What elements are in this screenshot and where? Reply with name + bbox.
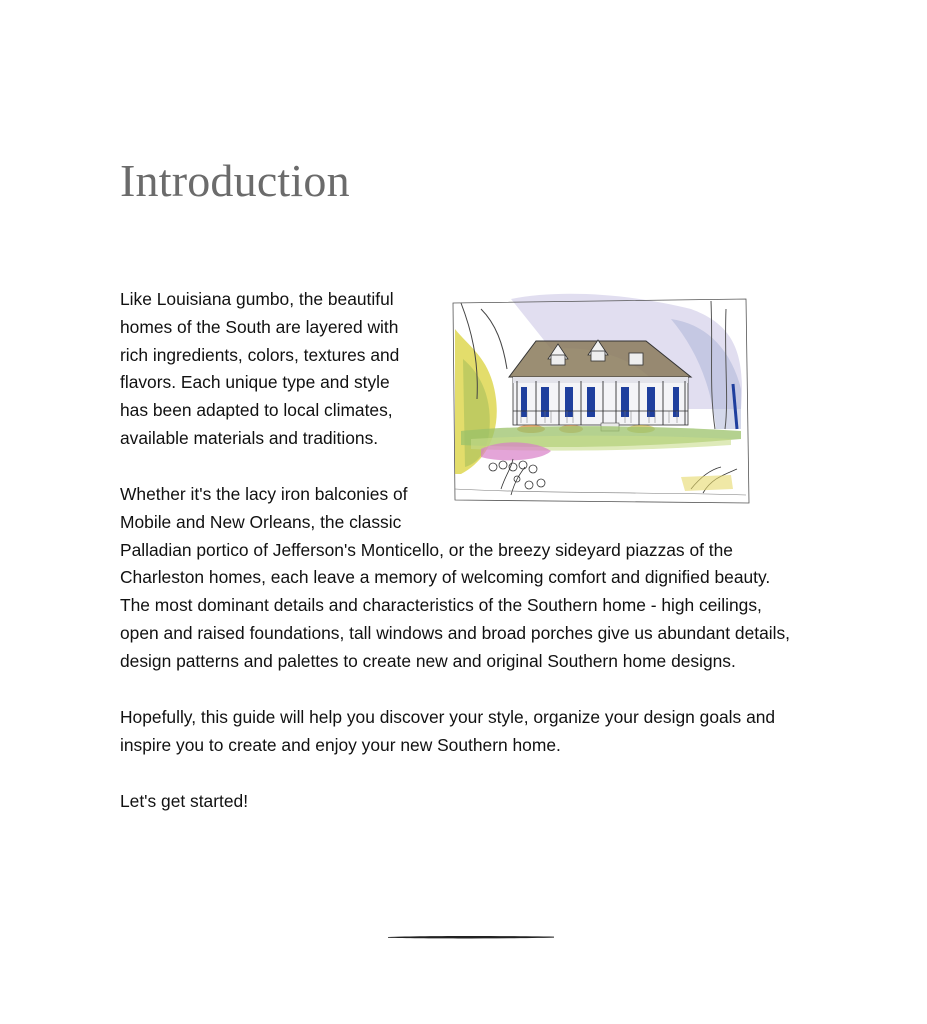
text-line: homes of the South are layered with — [120, 316, 399, 337]
text-line: inspire you to create and enjoy your new Southern home. — [120, 734, 561, 755]
text-line: has been adapted to local climates, — [120, 400, 393, 421]
text-line: Mobile and New Orleans, the classic — [120, 511, 402, 532]
text-line: rich ingredients, colors, textures and — [120, 344, 400, 365]
intro-paragraph-3 — [120, 704, 775, 760]
text-line: The most dominant details and characteristics of the Southern home - high ceilings, — [120, 595, 762, 616]
text-line: design patterns and palettes to create new and original Southern home designs. — [120, 650, 736, 671]
text-line: Like Louisiana gumbo, the beautiful — [120, 289, 394, 309]
brush-divider — [386, 933, 556, 941]
page-title: Introduction — [120, 155, 350, 206]
house-porch — [513, 377, 688, 425]
intro-paragraph-1 — [120, 286, 399, 453]
intro-closing-line — [120, 788, 248, 816]
text-line: Whether it's the lacy iron balconies of — [120, 484, 408, 504]
intro-paragraph-2 — [120, 481, 790, 676]
text-line: Charleston homes, each leave a memory of welcoming comfort and dignified beauty. — [120, 567, 771, 588]
text-line: open and raised foundations, tall windows and broad porches give us abundant details, — [120, 622, 790, 643]
text-line: available materials and traditions. — [120, 427, 379, 448]
text-line: Hopefully, this guide will help you discover your style, organize your design goals and — [120, 707, 776, 727]
text-line: Palladian portico of Jefferson's Monticello, or the breezy sideyard piazzas of the — [120, 539, 733, 560]
text-line: flavors. Each unique type and style — [120, 372, 390, 393]
text-line: Let's get started! — [120, 791, 249, 811]
